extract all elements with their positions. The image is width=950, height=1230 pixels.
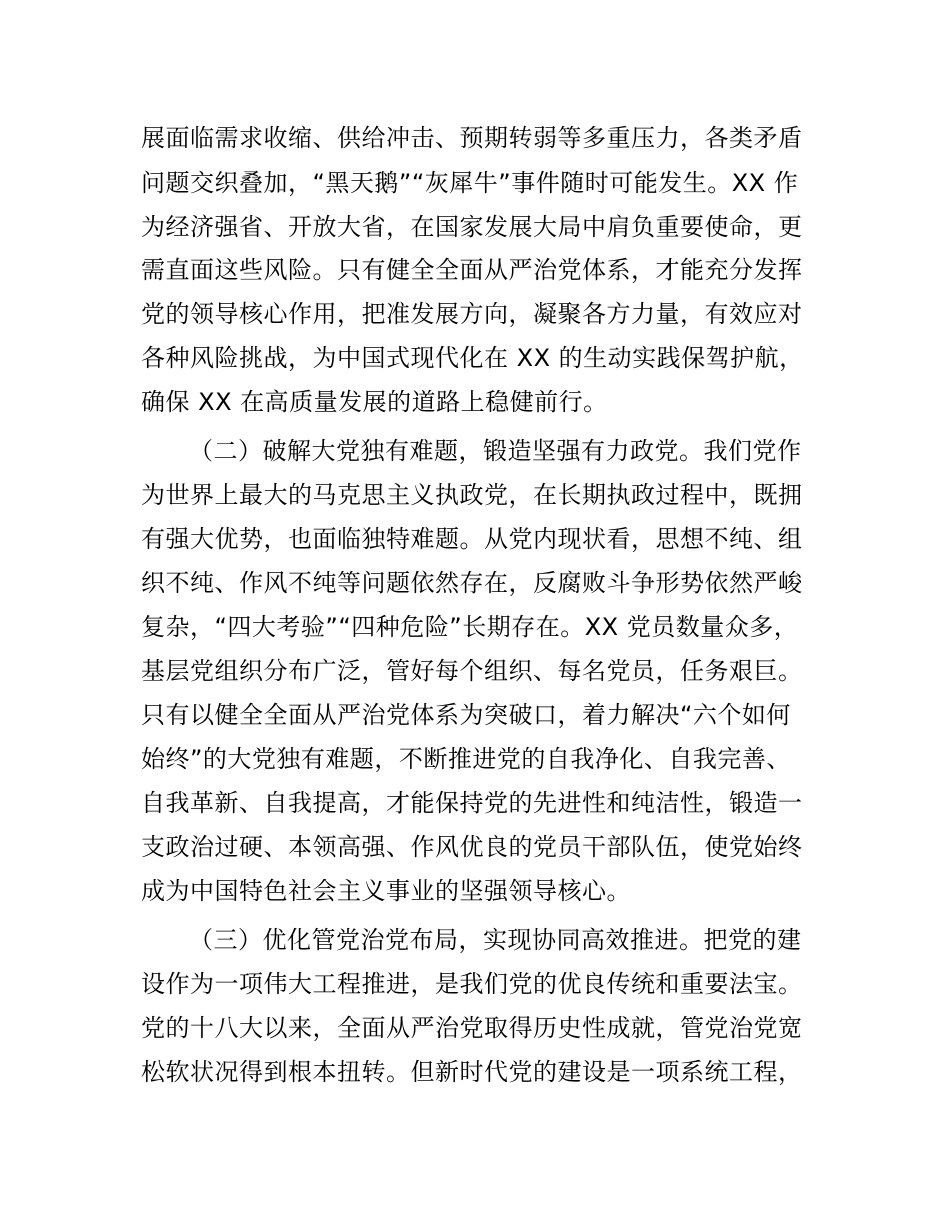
paragraph-line: 松软状况得到根本扭转。但新时代党的建设是一项系统工程， [141, 1058, 803, 1086]
paragraph-line: 确保 XX 在高质量发展的道路上稳健前行。 [141, 388, 608, 416]
paragraph-line: 织不纯、作风不纯等问题依然存在，反腐败斗争形势依然严峻 [141, 569, 803, 597]
paragraph-line: 展面临需求收缩、供给冲击、预期转弱等多重压力，各类矛盾 [141, 124, 803, 152]
paragraph-line: 党的十八大以来，全面从严治党取得历史性成就，管党治党宽 [141, 1014, 803, 1042]
paragraph-line: 自我革新、自我提高，才能保持党的先进性和纯洁性，锻造一 [141, 789, 803, 817]
paragraph-line: 支政治过硬、本领高强、作风优良的党员干部队伍，使党始终 [141, 833, 803, 861]
paragraph-heading-line: （二）破解大党独有难题，锻造坚强有力政党。我们党作 [189, 437, 802, 465]
paragraph-line: 为世界上最大的马克思主义执政党，在长期执政过程中，既拥 [141, 481, 803, 509]
paragraph-line: 复杂，“四大考验”“四种危险”长期存在。XX 党员数量众多， [141, 613, 799, 641]
paragraph-line: 设作为一项伟大工程推进，是我们党的优良传统和重要法宝。 [141, 970, 803, 998]
paragraph-line: 需直面这些风险。只有健全全面从严治党体系，才能充分发挥 [141, 256, 803, 284]
paragraph-line: 问题交织叠加，“黑天鹅”“灰犀牛”事件随时可能发生。XX 作 [141, 169, 799, 197]
paragraph-heading-line: （三）优化管党治党布局，实现协同高效推进。把党的建 [189, 926, 802, 954]
paragraph-line: 成为中国特色社会主义事业的坚强领导核心。 [141, 877, 631, 905]
paragraph-line: 为经济强省、开放大省，在国家发展大局中肩负重要使命，更 [141, 213, 803, 241]
paragraph-line: 各种风险挑战，为中国式现代化在 XX 的生动实践保驾护航， [141, 344, 804, 372]
paragraph-line: 党的领导核心作用，把准发展方向，凝聚各方力量，有效应对 [141, 300, 803, 328]
paragraph-line: 基层党组织分布广泛，管好每个组织、每名党员，任务艰巨。 [141, 657, 803, 685]
paragraph-line: 只有以健全全面从严治党体系为突破口，着力解决“六个如何 [141, 701, 791, 729]
paragraph-line: 始终”的大党独有难题，不断推进党的自我净化、自我完善、 [141, 745, 791, 773]
paragraph-line: 有强大优势，也面临独特难题。从党内现状看，思想不纯、组 [141, 525, 803, 553]
